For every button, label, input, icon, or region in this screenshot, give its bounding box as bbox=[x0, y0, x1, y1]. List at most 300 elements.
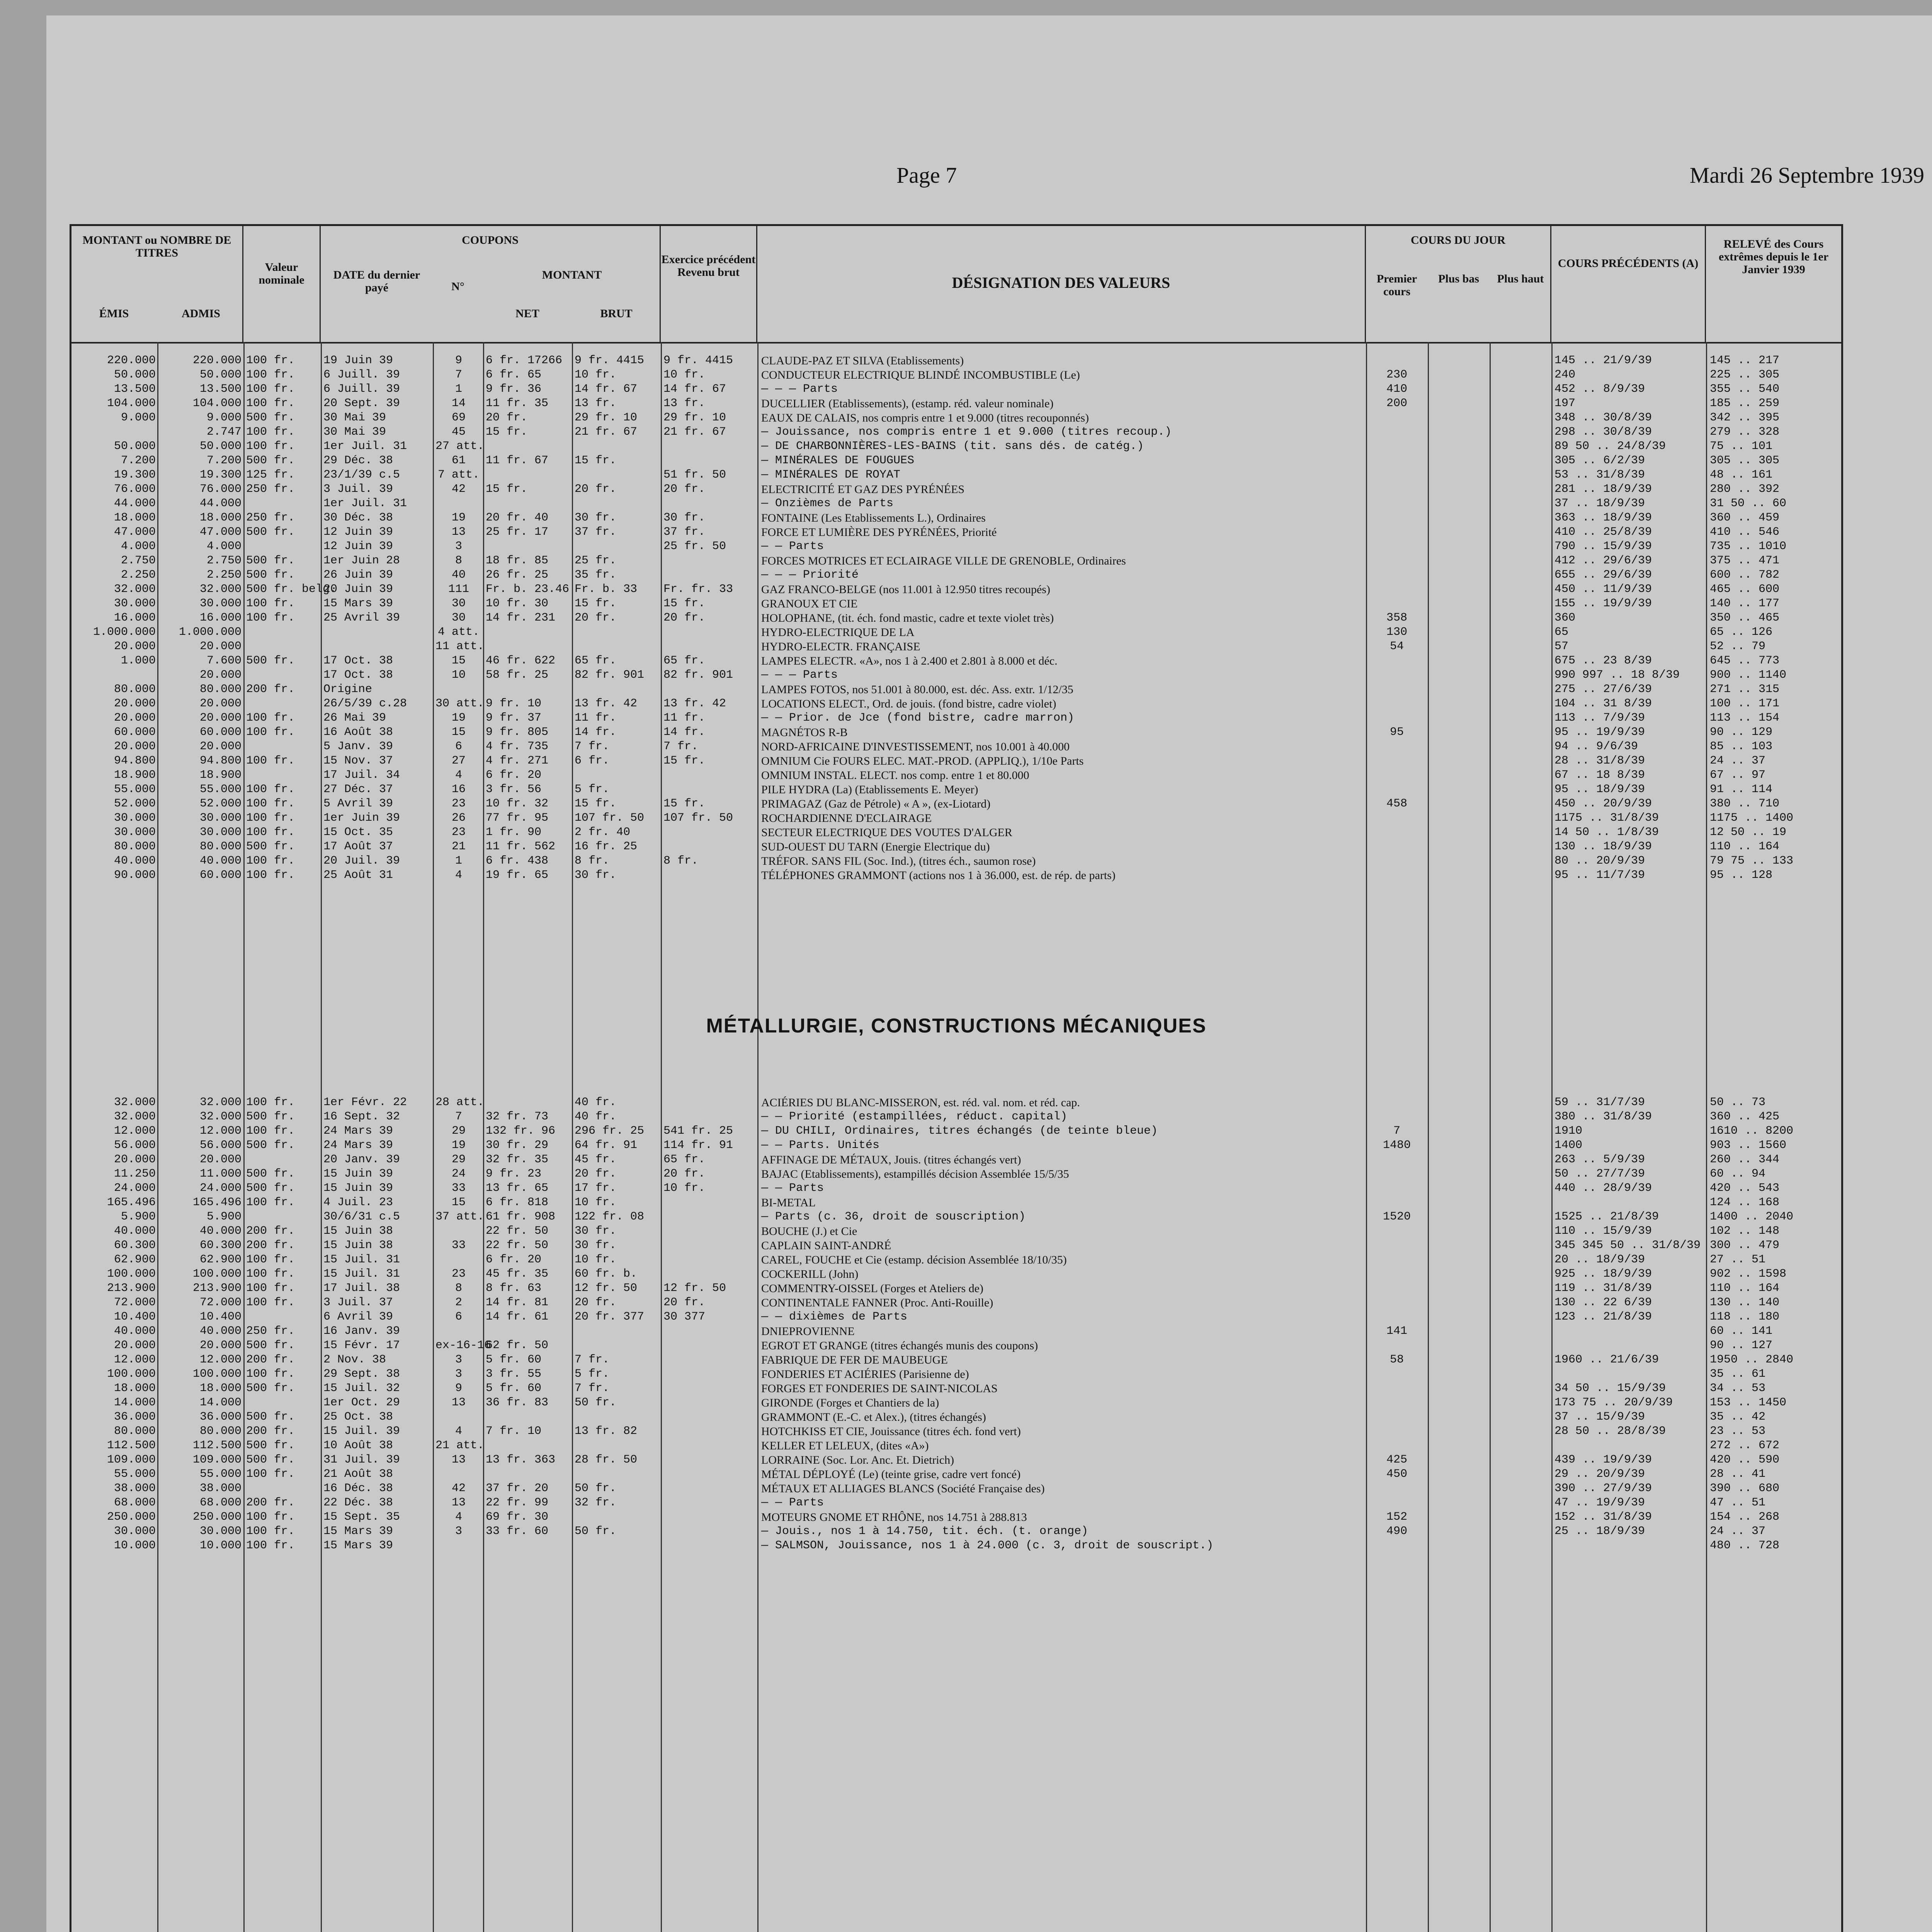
cell-emis: 20.000 bbox=[114, 1339, 156, 1352]
table-row bbox=[71, 868, 1841, 883]
header-admis: ADMIS bbox=[181, 307, 220, 320]
cell-rel: 47 .. 51 bbox=[1710, 1496, 1766, 1509]
cell-val: 100 fr. bbox=[246, 1510, 295, 1524]
cell-val: 100 fr. bbox=[246, 611, 295, 624]
cell-emis: 19.300 bbox=[114, 468, 156, 481]
cell-brut: 10 fr. bbox=[575, 368, 617, 381]
cell-emis: 100.000 bbox=[107, 1267, 156, 1281]
cell-no: 1 bbox=[455, 854, 462, 867]
cell-emis: 40.000 bbox=[114, 1225, 156, 1238]
cell-val: 200 fr. bbox=[246, 1239, 295, 1252]
cell-prec: 130 .. 18/9/39 bbox=[1554, 840, 1652, 853]
table-row bbox=[71, 654, 1841, 668]
cell-rev: 51 fr. 50 bbox=[663, 468, 726, 481]
cell-date: 17 Juil. 34 bbox=[323, 769, 400, 782]
cell-admis: 10.000 bbox=[199, 1539, 242, 1552]
cell-emis: 32.000 bbox=[114, 1096, 156, 1109]
cell-net: 7 fr. 10 bbox=[486, 1425, 542, 1438]
cell-val: 100 fr. bbox=[246, 1282, 295, 1295]
cell-no: 33 bbox=[451, 1182, 466, 1195]
table-row bbox=[71, 854, 1841, 868]
cell-brut: 296 fr. 25 bbox=[575, 1124, 645, 1138]
cell-des: CAREL, FOUCHE et Cie (estamp. décision Assemblée 18/10/35) bbox=[761, 1253, 1067, 1266]
cell-no: 61 bbox=[451, 454, 466, 467]
cell-date: 15 Mars 39 bbox=[323, 597, 393, 610]
cell-no: 30 att. bbox=[435, 697, 485, 710]
table-row bbox=[71, 1138, 1841, 1153]
cell-no: 2 bbox=[455, 1296, 462, 1309]
cell-rel: 1175 .. 1400 bbox=[1710, 811, 1794, 825]
cell-net: 46 fr. 622 bbox=[486, 654, 556, 667]
cell-date: 25 Avril 39 bbox=[323, 611, 400, 624]
cell-date: 17 Oct. 38 bbox=[323, 654, 393, 667]
cell-rev: 14 fr. bbox=[663, 726, 706, 739]
cell-brut: 13 fr. bbox=[575, 397, 617, 410]
cell-brut: 8 fr. bbox=[575, 854, 610, 867]
cell-pc: 458 bbox=[1386, 797, 1407, 810]
cell-emis: 80.000 bbox=[114, 840, 156, 853]
cell-net: 132 fr. 96 bbox=[486, 1124, 556, 1138]
cell-des: — — — Parts bbox=[761, 668, 838, 682]
cell-date: 26/5/39 c.28 bbox=[323, 697, 407, 710]
cell-brut: 11 fr. bbox=[575, 711, 617, 724]
cell-val: 200 fr. bbox=[246, 1496, 295, 1509]
cell-pc: 425 bbox=[1386, 1453, 1407, 1466]
cell-rel: 410 .. 546 bbox=[1710, 526, 1780, 539]
cell-rel: 95 .. 128 bbox=[1710, 869, 1773, 882]
cell-date: 25 Oct. 38 bbox=[323, 1410, 393, 1423]
cell-net: 20 fr. 40 bbox=[486, 511, 549, 524]
cell-net: 6 fr. 20 bbox=[486, 769, 542, 782]
cell-rev: 21 fr. 67 bbox=[663, 425, 726, 439]
table-row bbox=[71, 840, 1841, 854]
cell-prec: 348 .. 30/8/39 bbox=[1554, 411, 1652, 424]
cell-pc: 1480 bbox=[1383, 1139, 1411, 1152]
cell-prec: 57 bbox=[1554, 640, 1569, 653]
cell-net: 58 fr. 25 bbox=[486, 668, 549, 682]
cell-brut: 17 fr. bbox=[575, 1182, 617, 1195]
cell-brut: 25 fr. bbox=[575, 554, 617, 567]
cell-admis: 20.000 bbox=[199, 1339, 242, 1352]
cell-no: 19 bbox=[451, 511, 466, 524]
cell-no: 3 bbox=[455, 1525, 462, 1538]
cell-prec: 65 bbox=[1554, 626, 1569, 639]
cell-date: 24 Mars 39 bbox=[323, 1124, 393, 1138]
table-row bbox=[71, 1324, 1841, 1338]
cell-emis: 30.000 bbox=[114, 597, 156, 610]
cell-val: 500 fr. bbox=[246, 1339, 295, 1352]
cell-rel: 24 .. 37 bbox=[1710, 754, 1766, 767]
cell-emis: 4.000 bbox=[121, 540, 156, 553]
cell-prec: 59 .. 31/7/39 bbox=[1554, 1096, 1645, 1109]
cell-rel: 28 .. 41 bbox=[1710, 1468, 1766, 1481]
cell-val: 100 fr. bbox=[246, 425, 295, 439]
cell-val: 100 fr. bbox=[246, 1525, 295, 1538]
table-row bbox=[71, 611, 1841, 625]
cell-admis: 55.000 bbox=[199, 783, 242, 796]
cell-val: 100 fr. bbox=[246, 354, 295, 367]
table-row bbox=[71, 511, 1841, 525]
cell-rel: 34 .. 53 bbox=[1710, 1382, 1766, 1395]
cell-brut: 40 fr. bbox=[575, 1110, 617, 1123]
cell-prec: 1960 .. 21/6/39 bbox=[1554, 1353, 1659, 1366]
table-row bbox=[71, 1296, 1841, 1310]
cell-admis: 44.000 bbox=[199, 497, 242, 510]
section-title-metallurgie: MÉTALLURGIE, CONSTRUCTIONS MÉCANIQUES bbox=[706, 1015, 1207, 1037]
cell-no: 19 bbox=[451, 711, 466, 724]
cell-rev: 9 fr. 4415 bbox=[663, 354, 733, 367]
cell-des: — Parts (c. 36, droit de souscription) bbox=[761, 1210, 1026, 1223]
cell-prec: 67 .. 18 8/39 bbox=[1554, 769, 1645, 782]
cell-rel: 645 .. 773 bbox=[1710, 654, 1780, 667]
table-row bbox=[71, 1338, 1841, 1353]
cell-emis: 213.900 bbox=[107, 1282, 156, 1295]
header-exercice bbox=[661, 226, 757, 342]
cell-des: — MINÉRALES DE FOUGUES bbox=[761, 454, 915, 467]
page-number: Page 7 bbox=[896, 163, 957, 188]
cell-date: 15 Sept. 35 bbox=[323, 1510, 400, 1524]
cell-date: 1er Juin 39 bbox=[323, 811, 400, 825]
cell-no: 21 att. bbox=[435, 1439, 485, 1452]
table-row bbox=[71, 539, 1841, 554]
cell-no: 6 bbox=[455, 1310, 462, 1323]
header-designation-label: DÉSIGNATION DES VALEURS bbox=[952, 274, 1170, 291]
cell-no: 4 bbox=[455, 869, 462, 882]
cell-prec: 360 bbox=[1554, 611, 1576, 624]
header-montant bbox=[71, 226, 243, 342]
cell-net: 15 fr. bbox=[486, 483, 528, 496]
cell-prec: 1910 bbox=[1554, 1124, 1583, 1138]
cell-admis: 30.000 bbox=[199, 811, 242, 825]
cell-prec: 240 bbox=[1554, 368, 1576, 381]
cell-admis: 10.400 bbox=[199, 1310, 242, 1323]
table-row bbox=[71, 1153, 1841, 1167]
cell-prec: 450 .. 20/9/39 bbox=[1554, 797, 1652, 810]
cell-brut: 20 fr. bbox=[575, 483, 617, 496]
table-row bbox=[71, 811, 1841, 825]
table-row bbox=[71, 754, 1841, 768]
cell-rel: 110 .. 164 bbox=[1710, 1282, 1780, 1295]
table-row bbox=[71, 1253, 1841, 1267]
cell-emis: 14.000 bbox=[114, 1396, 156, 1409]
cell-prec: 37 .. 18/9/39 bbox=[1554, 497, 1645, 510]
cell-admis: 7.600 bbox=[206, 654, 242, 667]
cell-emis: 250.000 bbox=[107, 1510, 156, 1524]
cell-admis: 52.000 bbox=[199, 797, 242, 810]
cell-rev: 29 fr. 10 bbox=[663, 411, 726, 424]
table-row bbox=[71, 568, 1841, 582]
cell-no: 14 bbox=[451, 397, 466, 410]
cell-net: 62 fr. 50 bbox=[486, 1339, 549, 1352]
cell-prec: 173 75 .. 20/9/39 bbox=[1554, 1396, 1673, 1409]
cell-prec: 439 .. 19/9/39 bbox=[1554, 1453, 1652, 1466]
table-row bbox=[71, 1524, 1841, 1539]
cell-emis: 80.000 bbox=[114, 683, 156, 696]
cell-net: 18 fr. 85 bbox=[486, 554, 549, 567]
cell-brut: 40 fr. bbox=[575, 1096, 617, 1109]
cell-emis: 47.000 bbox=[114, 526, 156, 539]
cell-des: FONDERIES ET ACIÉRIES (Parisienne de) bbox=[761, 1368, 969, 1381]
cell-no: ex-16-16 bbox=[435, 1339, 492, 1352]
cell-date: 24 Mars 39 bbox=[323, 1139, 393, 1152]
cell-rel: 85 .. 103 bbox=[1710, 740, 1773, 753]
cell-no: 111 bbox=[448, 583, 469, 596]
cell-des: BI-METAL bbox=[761, 1196, 816, 1209]
cell-prec: 675 .. 23 8/39 bbox=[1554, 654, 1652, 667]
cell-no: 23 bbox=[451, 826, 466, 839]
cell-no: 23 bbox=[451, 797, 466, 810]
table-row bbox=[71, 439, 1841, 454]
cell-emis: 1.000 bbox=[121, 654, 156, 667]
cell-emis: 1.000.000 bbox=[93, 626, 156, 639]
cell-rel: 145 .. 217 bbox=[1710, 354, 1780, 367]
cell-emis: 18.000 bbox=[114, 511, 156, 524]
table-row bbox=[71, 797, 1841, 811]
table-row bbox=[71, 1267, 1841, 1281]
table-row bbox=[71, 768, 1841, 782]
cell-des: DNIEPROVIENNE bbox=[761, 1325, 855, 1338]
cell-date: 21 Août 38 bbox=[323, 1468, 393, 1481]
cell-des: FORGES ET FONDERIES DE SAINT-NICOLAS bbox=[761, 1382, 998, 1395]
cell-des: FABRIQUE DE FER DE MAUBEUGE bbox=[761, 1354, 948, 1366]
cell-brut: 5 fr. bbox=[575, 1367, 610, 1381]
cell-no: 26 bbox=[451, 811, 466, 825]
header-plus-bas: Plus bas bbox=[1438, 272, 1479, 285]
cell-rel: 102 .. 148 bbox=[1710, 1225, 1780, 1238]
cell-pc: 1520 bbox=[1383, 1210, 1411, 1223]
cell-pc: 490 bbox=[1386, 1525, 1407, 1538]
cell-prec: 89 50 .. 24/8/39 bbox=[1554, 440, 1666, 453]
table-row bbox=[71, 425, 1841, 439]
cell-brut: 14 fr. 67 bbox=[575, 383, 638, 396]
cell-net: 32 fr. 73 bbox=[486, 1110, 549, 1123]
cell-rev: 8 fr. bbox=[663, 854, 699, 867]
cell-rel: 280 .. 392 bbox=[1710, 483, 1780, 496]
cell-admis: 1.000.000 bbox=[179, 626, 242, 639]
cell-brut: 2 fr. 40 bbox=[575, 826, 631, 839]
cell-net: 4 fr. 735 bbox=[486, 740, 549, 753]
cell-rel: 465 .. 600 bbox=[1710, 583, 1780, 596]
table-row bbox=[71, 668, 1841, 682]
cell-brut: 13 fr. 42 bbox=[575, 697, 638, 710]
cell-emis: 30.000 bbox=[114, 1525, 156, 1538]
cell-brut: 20 fr. bbox=[575, 1296, 617, 1309]
cell-rel: 12 50 .. 19 bbox=[1710, 826, 1787, 839]
cell-des: EGROT ET GRANGE (titres échangés munis des coupons) bbox=[761, 1339, 1038, 1352]
table-row bbox=[71, 1396, 1841, 1410]
cell-net: 20 fr. bbox=[486, 411, 528, 424]
cell-des: FONTAINE (Les Etablissements L.), Ordinaires bbox=[761, 512, 986, 524]
cell-prec: 452 .. 8/9/39 bbox=[1554, 383, 1645, 396]
cell-des: LORRAINE (Soc. Lor. Anc. Et. Dietrich) bbox=[761, 1454, 954, 1466]
cell-rel: 91 .. 114 bbox=[1710, 783, 1773, 796]
cell-brut: 45 fr. bbox=[575, 1153, 617, 1166]
table-row bbox=[71, 782, 1841, 797]
cell-admis: 104.000 bbox=[192, 397, 242, 410]
cell-net: 10 fr. 32 bbox=[486, 797, 549, 810]
cell-rel: 60 .. 141 bbox=[1710, 1325, 1773, 1338]
table-row bbox=[71, 1439, 1841, 1453]
cell-prec: 110 .. 15/9/39 bbox=[1554, 1225, 1652, 1238]
cell-net: 10 fr. 30 bbox=[486, 597, 549, 610]
cell-rel: 600 .. 782 bbox=[1710, 568, 1780, 582]
cell-prec: 28 .. 31/8/39 bbox=[1554, 754, 1645, 767]
cell-brut: 30 fr. bbox=[575, 511, 617, 524]
table-row bbox=[71, 1210, 1841, 1224]
cell-brut: 15 fr. bbox=[575, 454, 617, 467]
cell-date: 17 Oct. 38 bbox=[323, 668, 393, 682]
cell-date: 15 Mars 39 bbox=[323, 1525, 393, 1538]
cell-emis: 94.800 bbox=[114, 754, 156, 767]
cell-val: 100 fr. bbox=[246, 1267, 295, 1281]
cell-rev: 14 fr. 67 bbox=[663, 383, 726, 396]
cell-admis: 2.747 bbox=[206, 425, 242, 439]
cell-emis: 11.250 bbox=[114, 1167, 156, 1180]
cell-des: EAUX DE CALAIS, nos compris entre 1 et 9.000 (titres recouponnés) bbox=[761, 412, 1089, 424]
cell-emis: 40.000 bbox=[114, 854, 156, 867]
cell-admis: 7.200 bbox=[206, 454, 242, 467]
cell-des: GAZ FRANCO-BELGE (nos 11.001 à 12.950 titres recoupés) bbox=[761, 583, 1050, 596]
cell-brut: 20 fr. bbox=[575, 1167, 617, 1180]
section-metallurgie bbox=[71, 1095, 1841, 1932]
cell-emis: 60.000 bbox=[114, 726, 156, 739]
cell-date: 19 Juin 39 bbox=[323, 354, 393, 367]
cell-brut: 15 fr. bbox=[575, 597, 617, 610]
cell-prec: 275 .. 27/6/39 bbox=[1554, 683, 1652, 696]
cell-rel: 113 .. 154 bbox=[1710, 711, 1780, 724]
cell-net: 25 fr. 17 bbox=[486, 526, 549, 539]
cell-rev: 20 fr. bbox=[663, 1167, 706, 1180]
cell-rel: 124 .. 168 bbox=[1710, 1196, 1780, 1209]
cell-prec: 104 .. 31 8/39 bbox=[1554, 697, 1652, 710]
cell-des: — — Parts bbox=[761, 1182, 824, 1195]
table-row bbox=[71, 1539, 1841, 1553]
cell-des: TRÉFOR. SANS FIL (Soc. Ind.), (titres éch., saumon rose) bbox=[761, 855, 1036, 867]
cell-date: 20 Sept. 39 bbox=[323, 397, 400, 410]
cell-no: 13 bbox=[451, 1396, 466, 1409]
cell-prec: 281 .. 18/9/39 bbox=[1554, 483, 1652, 496]
cell-prec: 152 .. 31/8/39 bbox=[1554, 1510, 1652, 1524]
table-row bbox=[71, 1496, 1841, 1510]
header-designation bbox=[757, 226, 1366, 342]
cell-brut: 13 fr. 82 bbox=[575, 1425, 638, 1438]
cell-admis: 24.000 bbox=[199, 1182, 242, 1195]
table-row bbox=[71, 1281, 1841, 1296]
cell-net: 30 fr. 29 bbox=[486, 1139, 549, 1152]
cell-brut: 35 fr. bbox=[575, 568, 617, 582]
cell-emis: 9.000 bbox=[121, 411, 156, 424]
cell-val: 100 fr. bbox=[246, 1296, 295, 1309]
cell-emis: 13.500 bbox=[114, 383, 156, 396]
cell-net: 6 fr. 20 bbox=[486, 1253, 542, 1266]
cell-pc: 200 bbox=[1386, 397, 1407, 410]
header-cours-prec bbox=[1551, 226, 1706, 342]
cell-rel: 140 .. 177 bbox=[1710, 597, 1780, 610]
cell-date: 22 Déc. 38 bbox=[323, 1496, 393, 1509]
table-row bbox=[71, 468, 1841, 482]
cell-emis: 20.000 bbox=[114, 697, 156, 710]
table-row bbox=[71, 1367, 1841, 1381]
cell-admis: 56.000 bbox=[199, 1139, 242, 1152]
cell-date: 15 Mars 39 bbox=[323, 1539, 393, 1552]
cell-admis: 80.000 bbox=[199, 840, 242, 853]
cell-des: GRANOUX ET CIE bbox=[761, 597, 858, 610]
table-row bbox=[71, 368, 1841, 382]
cell-emis: 16.000 bbox=[114, 611, 156, 624]
cell-no: 30 bbox=[451, 611, 466, 624]
cell-rel: 110 .. 164 bbox=[1710, 840, 1780, 853]
cell-pc: 358 bbox=[1386, 611, 1407, 624]
cell-des: — — — Priorité bbox=[761, 568, 859, 582]
header-brut: BRUT bbox=[600, 307, 633, 320]
cell-rel: 225 .. 305 bbox=[1710, 368, 1780, 381]
cell-emis: 68.000 bbox=[114, 1496, 156, 1509]
cell-rev: 15 fr. bbox=[663, 754, 706, 767]
cell-des: LAMPES ELECTR. «A», nos 1 à 2.400 et 2.801 à 8.000 et déc. bbox=[761, 655, 1058, 667]
cell-prec: 95 .. 19/9/39 bbox=[1554, 726, 1645, 739]
cell-no: 8 bbox=[455, 1282, 462, 1295]
cell-des: — DE CHARBONNIÈRES-LES-BAINS (tit. sans dés. de catég.) bbox=[761, 440, 1144, 453]
cell-brut: 12 fr. 50 bbox=[575, 1282, 638, 1295]
cell-no: 7 bbox=[455, 1110, 462, 1123]
cell-admis: 112.500 bbox=[192, 1439, 242, 1452]
cell-brut: 82 fr. 901 bbox=[575, 668, 645, 682]
cell-rel: 350 .. 465 bbox=[1710, 611, 1780, 624]
cell-des: — — Priorité (estampillées, réduct. capital) bbox=[761, 1110, 1068, 1123]
cell-admis: 40.000 bbox=[199, 854, 242, 867]
cell-rel: 100 .. 171 bbox=[1710, 697, 1780, 710]
cell-admis: 40.000 bbox=[199, 1325, 242, 1338]
cell-rel: 154 .. 268 bbox=[1710, 1510, 1780, 1524]
page-header bbox=[46, 162, 1932, 209]
cell-net: 37 fr. 20 bbox=[486, 1482, 549, 1495]
cell-date: 30/6/31 c.5 bbox=[323, 1210, 400, 1223]
cell-admis: 4.000 bbox=[206, 540, 242, 553]
cell-emis: 165.496 bbox=[107, 1196, 156, 1209]
cell-admis: 60.000 bbox=[199, 869, 242, 882]
cell-val: 500 fr. bbox=[246, 526, 295, 539]
cell-brut: Fr. b. 33 bbox=[575, 583, 638, 596]
cell-no: 29 bbox=[451, 1153, 466, 1166]
header-coupons-label: COUPONS bbox=[462, 234, 519, 247]
cell-val: 500 fr. bbox=[246, 840, 295, 853]
cell-no: 30 bbox=[451, 597, 466, 610]
stock-table bbox=[70, 224, 1843, 1932]
table-row bbox=[71, 1181, 1841, 1196]
cell-brut: 20 fr. 377 bbox=[575, 1310, 645, 1323]
table-row bbox=[71, 740, 1841, 754]
cell-rel: 75 .. 101 bbox=[1710, 440, 1773, 453]
cell-val: 200 fr. bbox=[246, 683, 295, 696]
cell-val: 100 fr. bbox=[246, 1367, 295, 1381]
cell-prec: 197 bbox=[1554, 397, 1576, 410]
cell-val: 500 fr. bbox=[246, 568, 295, 582]
cell-admis: 55.000 bbox=[199, 1468, 242, 1481]
cell-rev: 25 fr. 50 bbox=[663, 540, 726, 553]
cell-rel: 360 .. 459 bbox=[1710, 511, 1780, 524]
cell-admis: 19.300 bbox=[199, 468, 242, 481]
cell-des: — — Prior. de Jce (fond bistre, cadre marron) bbox=[761, 711, 1075, 724]
cell-date: 20 Janv. 39 bbox=[323, 1153, 400, 1166]
cell-prec: 1525 .. 21/8/39 bbox=[1554, 1210, 1659, 1223]
cell-date: 15 Juil. 31 bbox=[323, 1267, 400, 1281]
cell-net: 14 fr. 231 bbox=[486, 611, 556, 624]
cell-val: 500 fr. bbox=[246, 1139, 295, 1152]
table-row bbox=[71, 1196, 1841, 1210]
cell-pc: 410 bbox=[1386, 383, 1407, 396]
table-row bbox=[71, 1224, 1841, 1238]
cell-emis: 10.400 bbox=[114, 1310, 156, 1323]
